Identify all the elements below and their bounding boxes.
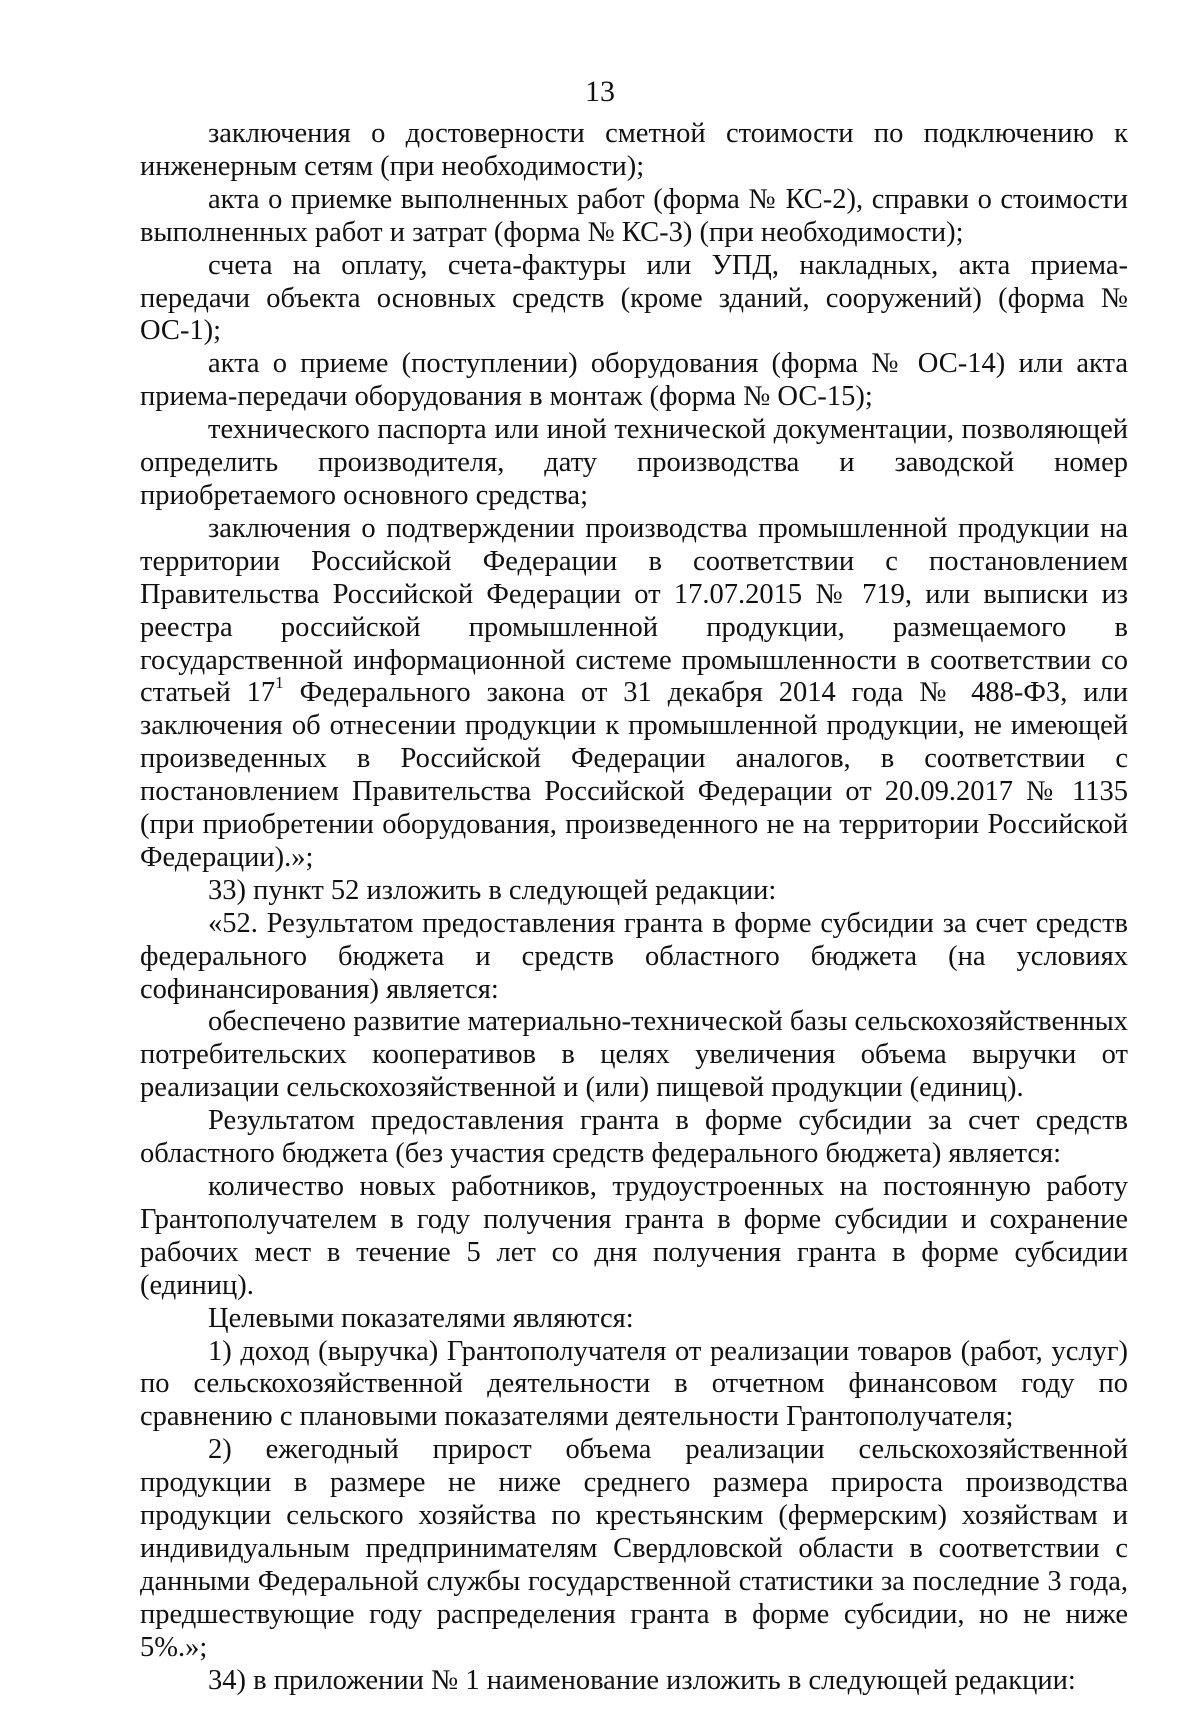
paragraph-6 [140,513,1128,875]
paragraph-2: акта о приемке выполненных работ (форма № КС-2), справки о стоимости выполненных работ и затрат (форма № КС-3) (при необходимости); [140,183,1128,248]
paragraph-14: 2) ежегодный прирост объема реализации сельскохозяйственной продукции в размере не ниже среднего размера прироста производства продукции сельского хозяйства по крестьянским (фермерским) хозяйствам и индивидуальным предпринимателям Свердловской области в соответствии с данными Федеральной службы государственной статистики за последние 3 года, предшествующие году распределения гранта в форме субсидии, но не ниже 5%.»; [140,1434,1128,1663]
paragraph-6-part-2: Федерального закона от 31 декабря 2014 года № 488-ФЗ, или заключения об отнесении продукции к промышленной продукции, не имеющей произведенных в Российской Федерации аналогов, в соответствии с постановлением Правительства Российской Федерации от 20.09.2017 № 1135 (при приобретении оборудования, произведенного не на территории Российской Федерации).»; [140,677,1128,873]
paragraph-10: Результатом предоставления гранта в форме субсидии за счет средств областного бюджета (без участия средств федерального бюджета) является: [140,1105,1128,1170]
paragraph-6-part-1: заключения о подтверждении производства промышленной продукции на территории Российской Федерации в соответствии с постановлением Правительства Российской Федерации от 17.07.2015 № 719, или выписки из реестра российской промышленной продукции, размещаемого в государственной информационной системе промышленности в соответствии со статьей 17 [140,512,1128,709]
paragraph-7: 33) пункт 52 изложить в следующей редакции: [208,874,777,906]
paragraph-8: «52. Результатом предоставления гранта в форме субсидии за счет средств федерального бюджета и средств областного бюджета (на условиях софинансирования) является: [140,907,1128,1005]
paragraph-1: заключения о достоверности сметной стоимости по подключению к инженерным сетям (при необходимости); [140,118,1128,182]
page-number: 13 [585,75,615,108]
paragraph-12: Целевыми показателями являются: [208,1302,634,1334]
article-superscript: 1 [275,673,284,693]
paragraph-4: акта о приеме (поступлении) оборудования (форма № ОС-14) или акта приема-передачи оборудования в монтаж (форма № ОС-15); [140,348,1128,413]
paragraph-9: обеспечено развитие материально-технической базы сельскохозяйственных потребительских кооперативов в целях увеличения объема выручки от реализации сельскохозяйственной и (или) пищевой продукции (единиц). [140,1006,1128,1104]
paragraph-5: технического паспорта или иной технической документации, позволяющей определить производителя, дату производства и заводской номер приобретаемого основного средства; [140,414,1128,511]
paragraph-15: 34) в приложении № 1 наименование изложить в следующей редакции: [208,1664,1076,1696]
paragraph-11: количество новых работников, трудоустроенных на постоянную работу Грантополучателем в году получения гранта в форме субсидии и сохранение рабочих мест в течение 5 лет со дня получения гранта в форме субсидии (единиц). [140,1171,1128,1301]
paragraph-3: счета на оплату, счета-фактуры или УПД, накладных, акта приема-передачи объекта основных средств (кроме зданий, сооружений) (форма № ОС-1); [140,249,1128,347]
document-body [140,118,1128,1698]
paragraph-13: 1) доход (выручка) Грантополучателя от реализации товаров (работ, услуг) по сельскохозяйственной деятельности в отчетном финансовом году по сравнению с плановыми показателями деятельности Грантополучателя; [140,1335,1128,1433]
